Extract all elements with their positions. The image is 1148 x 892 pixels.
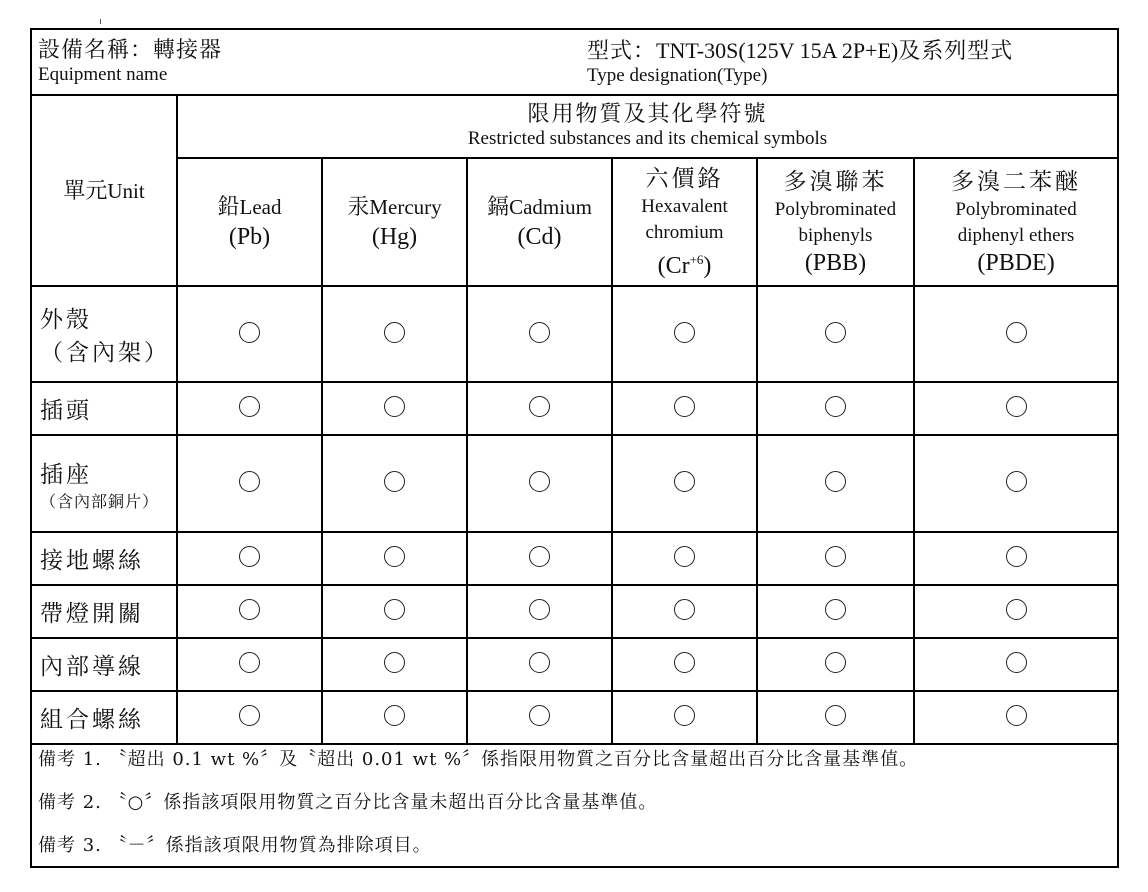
substance-symbol: (PBDE) <box>977 250 1055 276</box>
oxidation-state: +6 <box>689 252 704 267</box>
circle-mark-icon <box>1006 705 1027 726</box>
circle-mark-icon <box>674 322 695 343</box>
circle-mark-icon <box>825 322 846 343</box>
equipment-name-block <box>38 36 222 84</box>
substance-symbol: (Hg) <box>371 224 418 250</box>
cell-mark <box>612 435 757 532</box>
table-row <box>32 638 1117 691</box>
cell-mark <box>177 638 322 691</box>
cell-mark <box>177 585 322 638</box>
circle-mark-icon <box>529 599 550 620</box>
circle-mark-icon <box>825 471 846 492</box>
circle-mark-icon <box>529 705 550 726</box>
circle-mark-icon <box>384 652 405 673</box>
substance-pbde <box>914 158 1117 286</box>
circle-mark-icon <box>384 471 405 492</box>
row-label: 組合螺絲 <box>32 691 177 744</box>
circle-mark-icon <box>239 471 260 492</box>
circle-mark-icon <box>1006 652 1027 673</box>
circle-mark-icon <box>1006 471 1027 492</box>
circle-mark-icon <box>239 322 260 343</box>
substance-pbb <box>757 158 914 286</box>
cell-mark <box>177 382 322 435</box>
substance-mercury <box>322 158 467 286</box>
circle-mark-icon <box>384 322 405 343</box>
row-label: 帶燈開關 <box>32 585 177 638</box>
table-row <box>32 286 1117 382</box>
cell-mark <box>612 691 757 744</box>
substance-en-line1: Polybrominated <box>955 199 1077 220</box>
type-label-zh: 型式： <box>587 39 657 64</box>
cell-mark <box>914 638 1117 691</box>
cell-mark <box>322 286 467 382</box>
circle-mark-icon <box>1006 396 1027 417</box>
table-row <box>32 585 1117 638</box>
unit-label-en: Unit <box>107 179 145 203</box>
circle-mark-icon <box>529 396 550 417</box>
substance-zh: 多溴二苯醚 <box>951 169 1082 195</box>
cell-mark <box>467 532 612 585</box>
substance-en-line2: chromium <box>645 222 724 243</box>
row-label: 內部導線 <box>32 638 177 691</box>
substance-symbol: (Pb) <box>228 224 271 250</box>
circle-mark-icon <box>529 652 550 673</box>
circle-mark-icon <box>384 705 405 726</box>
circle-mark-icon <box>674 599 695 620</box>
circle-mark-icon <box>239 396 260 417</box>
cell-mark <box>757 286 914 382</box>
circle-mark-icon <box>674 546 695 567</box>
circle-mark-icon <box>674 652 695 673</box>
substance-cadmium <box>467 158 612 286</box>
cell-mark <box>322 435 467 532</box>
cell-mark <box>757 435 914 532</box>
substance-en: Mercury <box>369 195 442 219</box>
substance-symbol: (Cd) <box>517 224 562 250</box>
circle-mark-icon <box>239 599 260 620</box>
circle-mark-icon <box>529 471 550 492</box>
substance-zh: 鉛 <box>217 195 240 220</box>
cell-mark <box>914 382 1117 435</box>
circle-mark-icon <box>1006 322 1027 343</box>
substance-zh: 鎘 <box>487 195 510 220</box>
type-suffix-zh: 及系列型式 <box>898 39 1014 64</box>
cell-mark <box>322 585 467 638</box>
substance-en: Lead <box>239 195 282 219</box>
row-label-main: 外殼 <box>40 307 92 333</box>
cell-mark <box>757 638 914 691</box>
cell-mark <box>914 532 1117 585</box>
cell-mark <box>467 638 612 691</box>
circle-mark-icon <box>674 705 695 726</box>
circle-mark-icon <box>239 705 260 726</box>
circle-mark-icon <box>825 546 846 567</box>
cell-mark <box>757 585 914 638</box>
circle-mark-icon <box>674 471 695 492</box>
substance-en-line1: Polybrominated <box>774 199 897 220</box>
circle-mark-icon <box>384 396 405 417</box>
remark-1: 備考 1. 〝超出 0.1 wt %〞及〝超出 0.01 wt %〞係指限用物質之百分比含量超出百分比含量基準值。 <box>38 749 919 770</box>
cell-mark <box>914 435 1117 532</box>
cell-mark <box>914 691 1117 744</box>
substance-zh: 汞 <box>347 195 370 220</box>
type-designation-block <box>587 36 1013 85</box>
circle-mark-icon <box>825 705 846 726</box>
cell-mark <box>612 585 757 638</box>
substance-en-line1: Hexavalent <box>641 196 728 217</box>
substance-zh: 多溴聯苯 <box>783 169 888 195</box>
circle-mark-icon <box>825 396 846 417</box>
row-label-sub: （含內部銅片） <box>40 491 160 511</box>
restricted-en: Restricted substances and its chemical symbols <box>467 127 828 149</box>
equipment-name-zh: 設備名稱：轉接器 <box>38 38 223 63</box>
substance-lead <box>177 158 322 286</box>
substance-zh: 六價鉻 <box>645 166 724 192</box>
circle-mark-icon <box>529 546 550 567</box>
restricted-zh: 限用物質及其化學符號 <box>527 101 768 127</box>
cell-mark <box>177 532 322 585</box>
cell-mark <box>612 286 757 382</box>
cell-mark <box>757 691 914 744</box>
substance-en-line2: diphenyl ethers <box>957 225 1075 246</box>
substance-symbol: $(Cr^{+6})$ <box>657 252 712 279</box>
substance-en-line2: biphenyls <box>798 225 873 246</box>
cell-mark <box>467 435 612 532</box>
substance-symbol: (PBB) <box>804 250 867 276</box>
cell-mark <box>467 585 612 638</box>
type-model: TNT-30S(125V 15A 2P+E) <box>656 38 899 63</box>
cell-mark <box>757 532 914 585</box>
circle-mark-icon <box>674 396 695 417</box>
cell-mark <box>322 638 467 691</box>
top-mark <box>100 19 101 24</box>
circle-mark-icon <box>1006 599 1027 620</box>
row-label-sub: （含內架） <box>40 340 170 366</box>
circle-mark-icon <box>825 599 846 620</box>
cell-mark <box>914 585 1117 638</box>
cell-mark <box>322 382 467 435</box>
header-row <box>32 30 1117 96</box>
cell-mark <box>322 691 467 744</box>
substance-hexavalent-chromium <box>612 158 757 286</box>
table-row <box>32 532 1117 585</box>
circle-mark-icon <box>1006 546 1027 567</box>
rohs-declaration-table <box>30 28 1119 868</box>
unit-label-zh: 單元 <box>63 179 108 204</box>
cell-mark <box>612 532 757 585</box>
restricted-substances-header <box>177 94 1117 158</box>
cell-mark <box>177 286 322 382</box>
row-label: 插頭 <box>32 382 177 435</box>
row-label <box>32 286 177 382</box>
type-label-en: Type designation(Type) <box>587 65 768 86</box>
cell-mark <box>467 691 612 744</box>
cell-mark <box>467 286 612 382</box>
substance-en: Cadmium <box>509 195 592 219</box>
row-label: 接地螺絲 <box>32 532 177 585</box>
cell-mark <box>914 286 1117 382</box>
circle-mark-icon <box>825 652 846 673</box>
cell-mark <box>612 638 757 691</box>
substance-table <box>32 94 1117 745</box>
cell-mark <box>177 691 322 744</box>
table-row <box>32 382 1117 435</box>
cell-mark <box>322 532 467 585</box>
remark-3: 備考 3. 〝－〞係指該項限用物質為排除項目。 <box>38 835 432 856</box>
cell-mark <box>177 435 322 532</box>
circle-mark-icon <box>384 546 405 567</box>
cell-mark <box>757 382 914 435</box>
remark-2: 備考 2. 〝○〞係指該項限用物質之百分比含量未超出百分比含量基準值。 <box>38 792 658 813</box>
row-label <box>32 435 177 532</box>
equipment-name-en: Equipment name <box>38 64 168 85</box>
cell-mark <box>612 382 757 435</box>
cell-mark <box>467 382 612 435</box>
circle-mark-icon <box>529 322 550 343</box>
circle-mark-icon <box>239 652 260 673</box>
row-label-main: 插座 <box>40 461 92 488</box>
remarks <box>38 738 918 867</box>
table-row <box>32 435 1117 532</box>
unit-header <box>32 94 177 286</box>
circle-mark-icon <box>239 546 260 567</box>
table-row <box>32 691 1117 744</box>
circle-mark-icon <box>384 599 405 620</box>
